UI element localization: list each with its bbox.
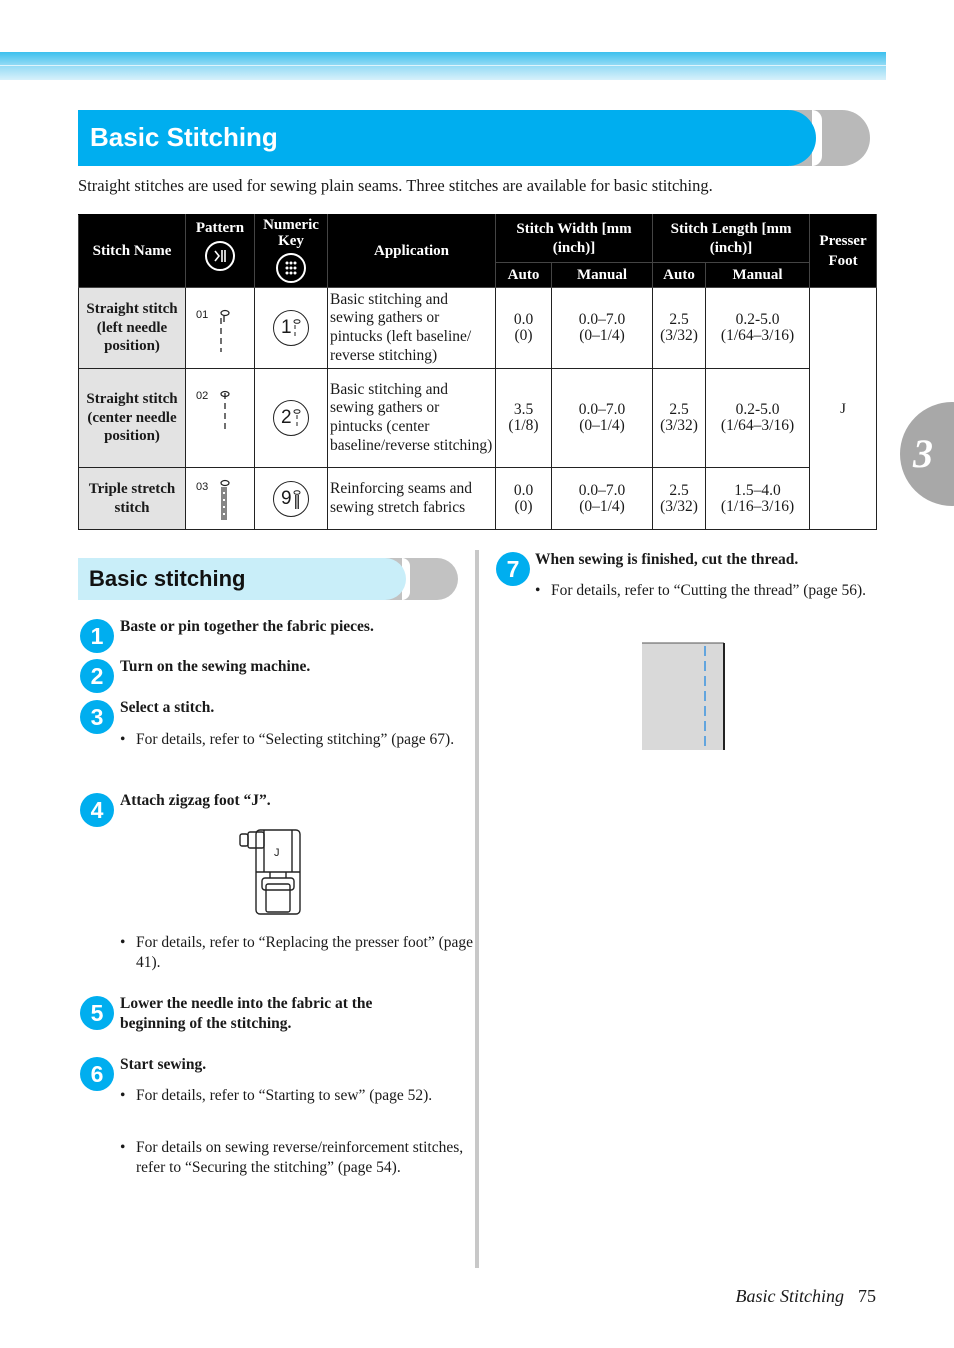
length-manual-cell bbox=[706, 288, 810, 369]
header-application: Application bbox=[328, 215, 496, 288]
width-auto-inch: (0) bbox=[514, 327, 533, 344]
header-pattern bbox=[186, 215, 255, 288]
step-6-note: • For details, refer to “Starting to sew” (page 52). bbox=[120, 1086, 476, 1106]
step-6-text: Start sewing. bbox=[120, 1056, 207, 1073]
triple-stretch-stitch-icon bbox=[218, 478, 232, 522]
width-auto-cell bbox=[496, 369, 552, 468]
numeric-key-cell bbox=[255, 468, 328, 530]
numeric-key-value: 2 bbox=[281, 407, 292, 428]
length-manual-mm: 0.2-5.0 bbox=[735, 401, 780, 418]
step-4-badge: 4 bbox=[80, 793, 114, 827]
pattern-cell bbox=[186, 468, 255, 530]
page-number: 75 bbox=[858, 1286, 876, 1306]
stitch-name: Straight stitch (left needle position) bbox=[79, 288, 186, 369]
pattern-number: 02 bbox=[196, 390, 209, 402]
stitch-name: Triple stretch stitch bbox=[79, 468, 186, 530]
width-auto-mm: 3.5 bbox=[513, 401, 534, 418]
step-6-note-2: • For details on sewing reverse/reinforcement stitches, refer to “Securing the stitching” (page 54). bbox=[120, 1138, 476, 1178]
pattern-cell bbox=[186, 369, 255, 468]
header-numeric-key bbox=[255, 215, 328, 288]
numeric-key-badge bbox=[273, 310, 309, 346]
application-cell: Basic stitching and sewing gathers or pintucks (left baseline/ reverse stitching) bbox=[328, 288, 496, 369]
numeric-key-cell bbox=[255, 369, 328, 468]
width-manual-inch: (0–1/4) bbox=[579, 327, 625, 344]
step-1-badge: 1 bbox=[80, 619, 114, 653]
length-auto-inch: (3/32) bbox=[660, 327, 698, 344]
width-manual-mm: 0.0–7.0 bbox=[578, 311, 626, 328]
width-manual-mm: 0.0–7.0 bbox=[578, 481, 626, 499]
header-stitch-width: Stitch Width [mm (inch)] bbox=[496, 215, 653, 263]
length-manual-cell bbox=[706, 369, 810, 468]
length-auto-mm: 2.5 bbox=[669, 481, 689, 499]
step-5-text: Lower the needle into the fabric at the beginning of the stitching. bbox=[120, 995, 373, 1032]
length-manual-mm: 0.2-5.0 bbox=[735, 311, 780, 328]
header-stripe bbox=[0, 52, 886, 80]
length-auto-inch: (3/32) bbox=[660, 497, 698, 515]
header-pattern-label: Pattern bbox=[195, 220, 245, 236]
length-auto-cell bbox=[653, 369, 706, 468]
step-4-text: Attach zigzag foot “J”. bbox=[120, 792, 271, 809]
length-manual-inch: (1/64–3/16) bbox=[720, 417, 795, 434]
pattern-key-icon bbox=[205, 241, 235, 271]
header-width-manual: Manual bbox=[552, 263, 653, 288]
step-5-badge: 5 bbox=[80, 996, 114, 1030]
zigzag-foot-j-illustration bbox=[236, 828, 306, 918]
foot-label: J bbox=[274, 847, 280, 859]
header-numeric-key-label: Numeric Key bbox=[263, 217, 319, 249]
page-footer bbox=[736, 1284, 876, 1308]
step-3-badge: 3 bbox=[80, 700, 114, 734]
length-auto-cell bbox=[653, 288, 706, 369]
footer-title: Basic Stitching bbox=[735, 1286, 844, 1306]
pattern-number: 03 bbox=[196, 481, 209, 493]
width-manual-cell bbox=[552, 288, 653, 369]
straight-stitch-center-icon bbox=[218, 389, 232, 433]
width-auto-mm: 0.0 bbox=[513, 311, 534, 328]
intro-paragraph: Straight stitches are used for sewing plain seams. Three stitches are available for basic stitching. bbox=[78, 176, 713, 195]
application-cell: Reinforcing seams and sewing stretch fabrics bbox=[328, 468, 496, 530]
length-auto-mm: 2.5 bbox=[669, 311, 689, 328]
header-stitch-name: Stitch Name bbox=[79, 215, 186, 288]
numeric-key-icon bbox=[276, 253, 306, 283]
width-auto-mm: 0.0 bbox=[513, 481, 534, 499]
pattern-cell bbox=[186, 288, 255, 369]
table-row bbox=[79, 288, 877, 369]
header-length-manual: Manual bbox=[706, 263, 810, 288]
table-row bbox=[79, 369, 877, 468]
numeric-key-badge bbox=[273, 481, 309, 517]
page-title: Basic Stitching bbox=[90, 122, 278, 152]
width-manual-cell bbox=[552, 369, 653, 468]
numeric-key-badge bbox=[273, 400, 309, 436]
length-manual-inch: (1/64–3/16) bbox=[720, 327, 795, 344]
header-stitch-length: Stitch Length [mm (inch)] bbox=[653, 215, 810, 263]
length-auto-cell bbox=[653, 468, 706, 530]
straight-stitch-left-icon bbox=[218, 308, 232, 352]
length-manual-inch: (1/16–3/16) bbox=[720, 497, 795, 515]
header-presser-foot: Presser Foot bbox=[810, 215, 877, 288]
step-7-note: • For details, refer to “Cutting the thread” (page 56). bbox=[535, 581, 896, 601]
numeric-key-cell bbox=[255, 288, 328, 369]
numeric-key-value: 9 bbox=[281, 487, 292, 509]
table-row bbox=[79, 468, 877, 530]
width-auto-inch: (0) bbox=[514, 497, 533, 515]
application-cell: Basic stitching and sewing gathers or pintucks (center baseline/reverse stitching) bbox=[328, 369, 496, 468]
presser-foot-cell: J bbox=[810, 288, 877, 530]
cut-thread-illustration bbox=[641, 642, 727, 752]
stitch-table bbox=[78, 214, 877, 530]
width-auto-cell bbox=[496, 468, 552, 530]
width-auto-inch: (1/8) bbox=[508, 417, 539, 434]
width-manual-inch: (0–1/4) bbox=[579, 417, 625, 434]
width-manual-cell bbox=[552, 468, 653, 530]
header-length-auto: Auto bbox=[653, 263, 706, 288]
width-manual-mm: 0.0–7.0 bbox=[578, 401, 626, 418]
width-manual-inch: (0–1/4) bbox=[579, 497, 625, 515]
length-auto-mm: 2.5 bbox=[669, 401, 689, 418]
pattern-number: 01 bbox=[196, 309, 209, 321]
length-auto-inch: (3/32) bbox=[660, 417, 698, 434]
step-7-badge: 7 bbox=[496, 552, 530, 586]
step-3-text: Select a stitch. bbox=[120, 699, 215, 716]
step-4-note: • For details, refer to “Replacing the presser foot” (page 41). bbox=[120, 933, 476, 973]
width-auto-cell bbox=[496, 288, 552, 369]
header-width-auto: Auto bbox=[496, 263, 552, 288]
section-title: Basic stitching bbox=[89, 566, 246, 591]
step-7-text: When sewing is finished, cut the thread. bbox=[535, 551, 799, 568]
step-2-badge: 2 bbox=[80, 659, 114, 693]
numeric-key-value: 1 bbox=[281, 317, 292, 338]
length-manual-mm: 1.5–4.0 bbox=[734, 481, 781, 499]
stitch-name: Straight stitch (center needle position) bbox=[79, 369, 186, 468]
step-1-text: Baste or pin together the fabric pieces. bbox=[120, 618, 374, 635]
step-3-note: • For details, refer to “Selecting stitching” (page 67). bbox=[120, 730, 476, 750]
step-2-text: Turn on the sewing machine. bbox=[120, 658, 311, 675]
chapter-tab-number: 3 bbox=[913, 431, 933, 476]
step-6-badge: 6 bbox=[80, 1057, 114, 1091]
length-manual-cell bbox=[706, 468, 810, 530]
